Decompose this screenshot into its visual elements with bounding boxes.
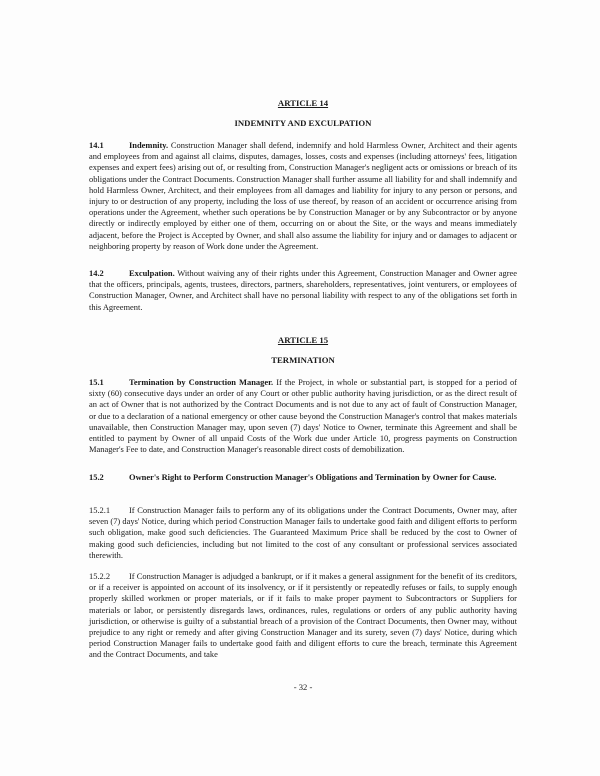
section-title: Owner's Right to Perform Construction Manager's Obligations and Termination by Owner for Cause. (129, 472, 497, 482)
section-number: 14.2 (89, 268, 104, 278)
article-15-heading: ARTICLE 15 (277, 335, 329, 345)
section-15-2-2 (89, 571, 517, 661)
section-text: If Construction Manager fails to perform any of its obligations under the Contract Documents, Owner may, after seven (7) days' Notice, during which period Construction Manager fails to undertake good faith and diligent efforts to perform such obligation, make good such deficiencies. The Guaranteed Maximum Price shall be reduced by the cost to Owner of making good such deficiencies, including but not limited to the cost of any consultant or professional services associated therewith. (89, 505, 517, 560)
section-15-2 (89, 472, 517, 483)
page-number: - 32 - (293, 682, 313, 692)
section-14-1 (89, 140, 517, 252)
section-15-2-1 (89, 505, 517, 561)
section-title: Indemnity. (129, 140, 169, 150)
article-14-subheading: INDEMNITY AND EXCULPATION (234, 118, 372, 128)
section-text: Construction Manager shall defend, indemnify and hold Harmless Owner, Architect and their agents and employees from and against all claims, disputes, damages, losses, costs and expenses (including attorneys' fees, litigation expenses and expert fees) arising out of, or resulting from, Construction Manager's negligent acts or omissions or breach of its obligations under the Contract Documents. Construction Manager shall further assume all liability for and shall indemnify and hold Harmless Owner, Architect, and their employees from all damages and liability for injury to any person or persons, and injury to or destruction of any property, including the loss of use thereof, by reason of an accident or occurrence arising from operations under the Agreement, whether such operations be by Construction Manager or by any Subcontractor or by anyone directly or indirectly employed by either one of them, occurring on or about the Site, or the ways and means immediately adjacent, before the Project is Accepted by Owner, and shall also assume the liability for injury and or damages to adjacent or neighboring property by reason of Work done under the Agreement. (89, 140, 517, 251)
section-text: If the Project, in whole or substantial part, is stopped for a period of sixty (60) consecutive days under an order of any Court or other public authority having jurisdiction, or as the direct result of an act of Owner that is not authorized by the Contract Documents and is not due to any act of fault of Construction Manager, or due to a declaration of a national emergency or other cause beyond the Construction Manager's control that makes materials unavailable, then Construction Manager may, upon seven (7) days' Notice to Owner, terminate this Agreement and shall be entitled to payment by Owner of all unpaid Costs of the Work due under Article 10, progress payments on Construction Manager's Fee to date, and Construction Manager's reasonable direct costs of demobilization. (89, 377, 517, 455)
section-number: 14.1 (89, 140, 104, 150)
section-number: 15.2 (89, 472, 104, 482)
section-15-1 (89, 377, 517, 455)
section-text: If Construction Manager is adjudged a bankrupt, or if it makes a general assignment for the benefit of its creditors, or if a receiver is appointed on account of its insolvency, or if it persistently or repeatedly refuses or fails, to supply enough properly skilled workmen or proper materials, or if it fails to make proper payment to Subcontractors or Suppliers for materials or labor, or persistently disregards laws, ordinances, rules, regulations or orders of any public authority having jurisdiction, or otherwise is guilty of a substantial breach of a provision of the Contract Documents, then Owner may, without prejudice to any right or remedy and after giving Construction Manager and its surety, seven (7) days' Notice, during which period Construction Manager fails to undertake good faith and diligent efforts to cure the breach, terminate this Agreement and the Contract Documents, and take (89, 571, 517, 660)
section-title: Termination by Construction Manager. (129, 377, 274, 387)
section-number: 15.2.2 (89, 571, 111, 581)
section-number: 15.1 (89, 377, 104, 387)
article-14-heading: ARTICLE 14 (277, 98, 329, 108)
section-text: Without waiving any of their rights under this Agreement, Construction Manager and Owner agree that the officers, principals, agents, trustees, directors, partners, shareholders, representatives, joint venturers, or employees of Construction Manager, Owner, and Architect shall have no personal liability with respect to any of the obligations set forth in this Agreement. (89, 268, 517, 312)
section-number: 15.2.1 (89, 505, 111, 515)
article-15-subheading: TERMINATION (271, 355, 335, 365)
section-14-2 (89, 268, 517, 313)
section-title: Exculpation. (129, 268, 175, 278)
